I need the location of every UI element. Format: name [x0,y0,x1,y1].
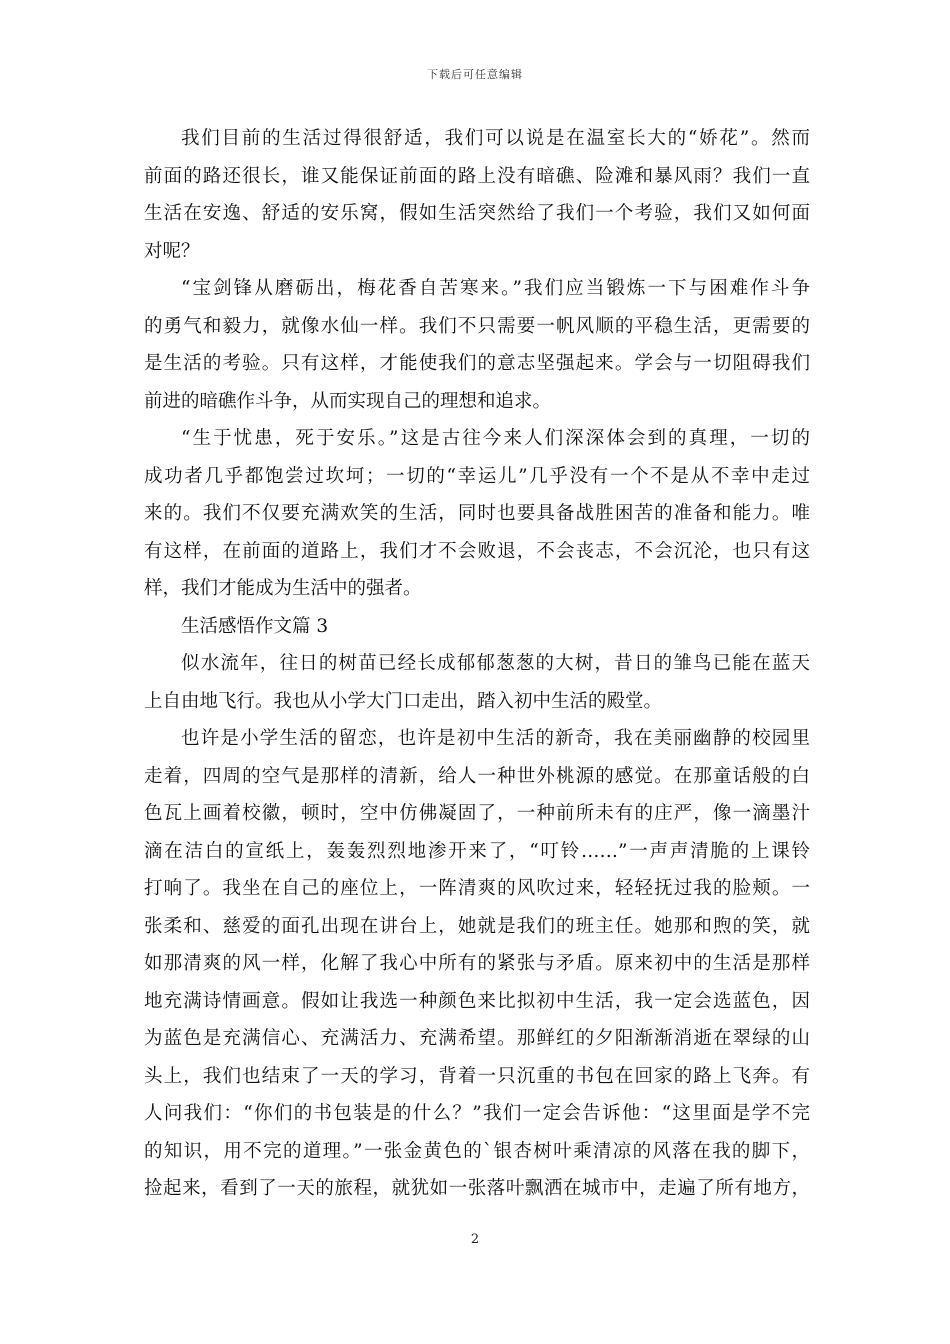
text-line: 如那清爽的风一样，化解了我心中所有的紧张与矛盾。原来初中的生活是那样 [144,953,810,974]
text-line: “生于忧患，死于安乐。”这是古往今来人们深深体会到的真理，一切的 [181,428,810,449]
text-line: 成功者几乎都饱尝过坎坷；一切的“幸运儿”几乎没有一个不是从不幸中走过 [144,465,810,487]
text-line: 我们目前的生活过得很舒适，我们可以说是在温室长大的“娇花”。然而 [181,128,810,149]
text-line: 打响了。我坐在自己的座位上，一阵清爽的风吹过来，轻轻抚过我的脸颊。一 [144,878,810,899]
text-line: 上自由地飞行。我也从小学大门口走出，踏入初中生活的殿堂。 [144,690,663,712]
text-line: 来的。我们不仅要充满欢笑的生活，同时也要具备战胜困苦的准备和能力。唯 [144,503,810,524]
text-line: 前面的路还很长，谁又能保证前面的路上没有暗礁、险滩和暴风雨？我们一直 [144,165,810,187]
text-line: 也许是小学生活的留恋，也许是初中生活的新奇，我在美丽幽静的校园里 [181,728,810,749]
text-line: 有这样，在前面的道路上，我们才不会败退，不会丧志，不会沉沦，也只有这 [144,540,810,562]
text-line: 走着，四周的空气是那样的清新，给人一种世外桃源的感觉。在那童话般的白 [144,765,810,787]
text-line: 人问我们：“你们的书包装是的什么？”我们一定会告诉他：“这里面是学不完 [144,1103,810,1124]
text-line: 色瓦上画着校徽，顿时，空中仿佛凝固了，一种前所未有的庄严，像一滴墨汁 [144,803,810,824]
text-line: 对呢？ [144,240,200,262]
text-line: 的勇气和毅力，就像水仙一样。我们不只需要一帆风顺的平稳生活，更需要的 [144,315,810,337]
text-line: 滴在洁白的宣纸上，轰轰烈烈地渗开来了，“叮铃……”一声声清脆的上课铃 [144,840,810,862]
text-line: 为蓝色是充满信心、充满活力、充满希望。那鲜红的夕阳渐渐消逝在翠绿的山 [144,1028,810,1049]
text-line: 生活在安逸、舒适的安乐窝，假如生活突然给了我们一个考验，我们又如何面 [144,203,810,224]
text-line: 样，我们才能成为生活中的强者。 [144,578,422,599]
text-line: “宝剑锋从磨砺出，梅花香自苦寒来。”我们应当锻炼一下与困难作斗争 [181,278,810,299]
text-line: 似水流年，往日的树苗已经长成郁郁葱葱的大树，昔日的雏鸟已能在蓝天 [181,653,810,674]
text-line: 前进的暗礁作斗争，从而实现自己的理想和追求。 [144,390,552,412]
text-line: 捡起来，看到了一天的旅程，就犹如一张落叶飘洒在城市中，走遍了所有地方， [144,1178,810,1199]
page-number: 2 [470,1232,480,1247]
text-line: 张柔和、慈爱的面孔出现在讲台上，她就是我们的班主任。她那和煦的笑，就 [144,915,810,937]
document-body [144,120,810,1208]
text-line: 是生活的考验。只有这样，才能使我们的意志坚强起来。学会与一切阻碍我们 [144,353,810,374]
section-heading: 生活感悟作文篇 3 [181,615,329,637]
text-line: 的知识，用不完的道理。”一张金黄色的`银杏树叶乘清凉的风落在我的脚下， [144,1140,810,1162]
page-header: 下载后可任意编辑 [427,68,523,81]
text-line: 地充满诗情画意。假如让我选一种颜色来比拟初中生活，我一定会选蓝色，因 [144,990,810,1012]
text-line: 头上，我们也结束了一天的学习，背着一只沉重的书包在回家的路上飞奔。有 [144,1065,810,1087]
